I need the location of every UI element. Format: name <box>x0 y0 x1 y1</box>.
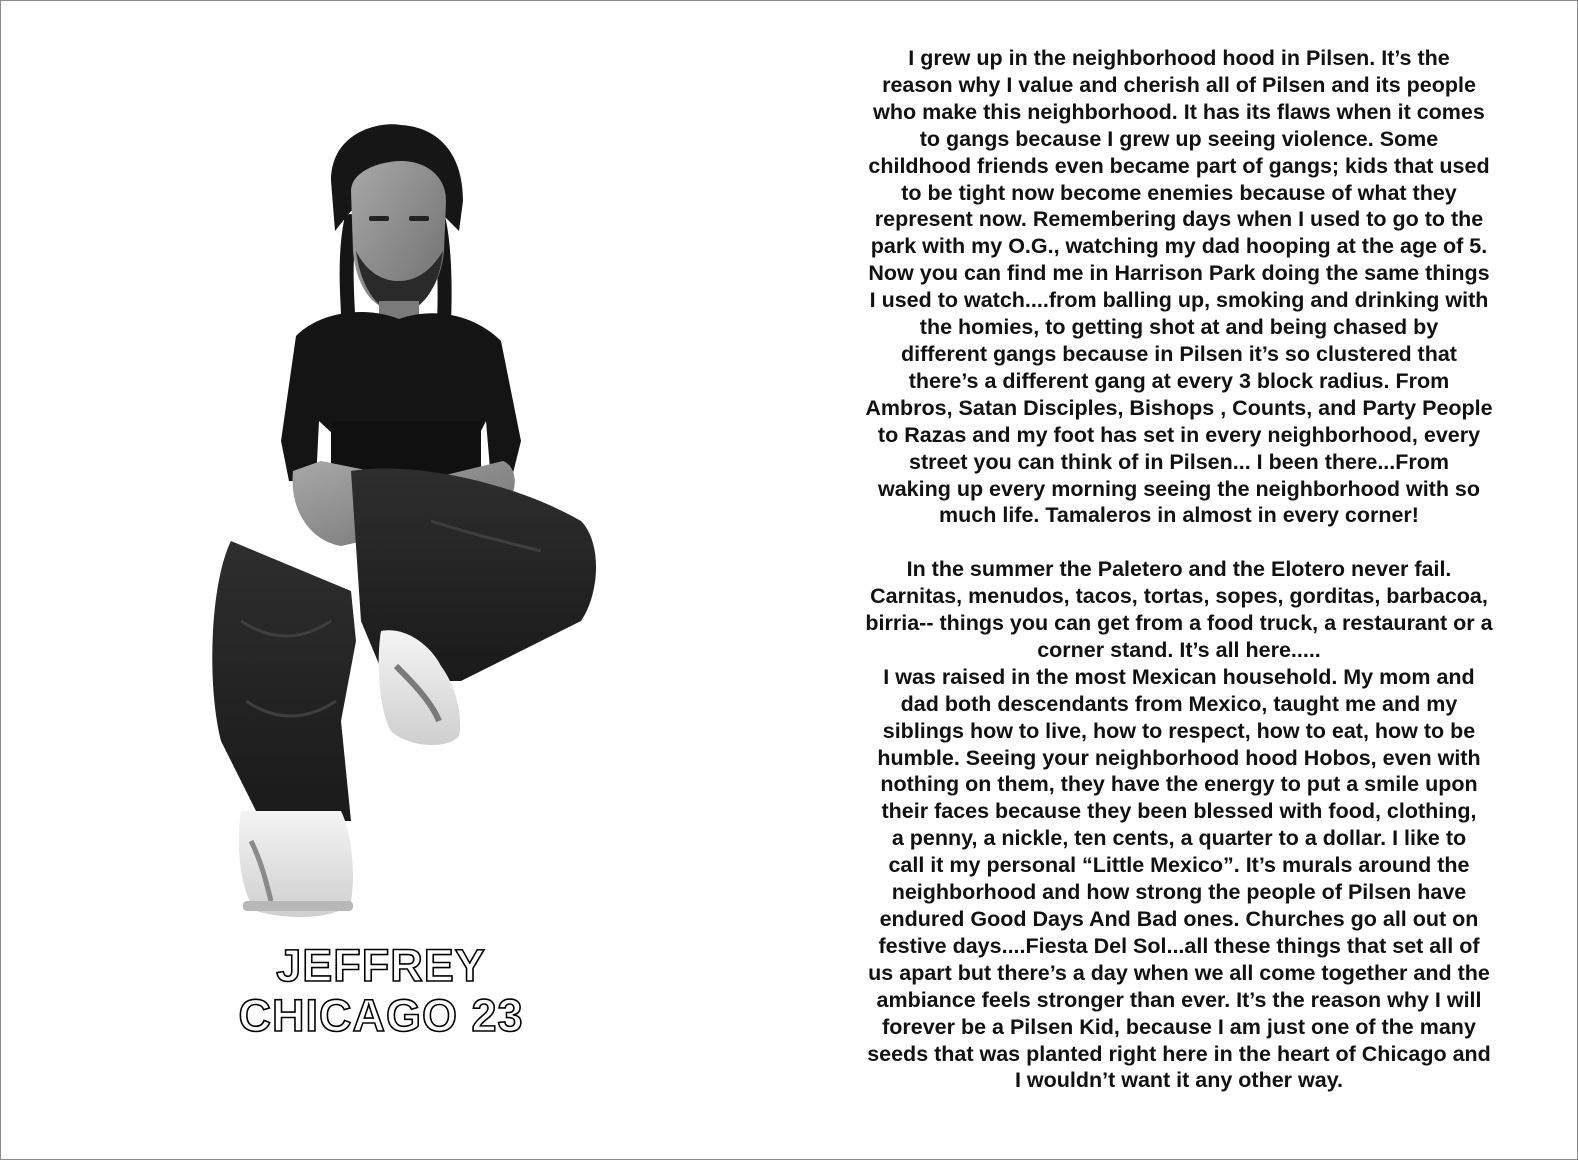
portrait-photo <box>201 121 611 921</box>
subject-location-age: CHICAGO 23 <box>238 990 524 1041</box>
story-paragraph-2: In the summer the Paletero and the Elotero never fail. Carnitas, menudos, tacos, tortas, sopes, gorditas, barbacoa, birria-- things you can get from a food truck, a restaurant or a corner stand. It’s all here..... I was raised in the most Mexican household. My mom and dad both descendants from Mexico, taught me and my siblings how to live, how to respect, how to eat, how to be humble. Seeing your neighborhood hood Hobos, even with nothing on them, they have the energy to put a smile upon their faces because they been blessed with food, clothing, a penny, a nickle, ten cents, a quarter to a dollar. I like to call it my personal “Little Mexico”. It’s murals around the neighborhood and how strong the people of Pilsen have endured Good Days And Bad ones. Churches go all out on festive days....Fiesta Del Sol...all these things that set all of us apart but there’s a day when we all come together and the ambiance feels stronger than ever. It’s the reason why I will forever be a Pilsen Kid, because I am just one of the many seeds that was planted right here in the heart of Chicago and I wouldn’t want it any other way. <box>865 557 1493 1093</box>
story-paragraph-1: I grew up in the neighborhood hood in Pilsen. It’s the reason why I value and cherish all of Pilsen and its people who make this neighborhood. It has its flaws when it comes to gangs because I grew up seeing violence. Some childhood friends even became part of gangs; kids that used to be tight now become enemies because of what they represent now. Remembering days when I used to go to the park with my O.G., watching my dad hooping at the age of 5. Now you can find me in Harrison Park doing the same things I used to watch....from balling up, smoking and drinking with the homies, to getting shot at and being chased by different gangs because in Pilsen it’s so clustered that there’s a different gang at every 3 block radius. From Ambros, Satan Disciples, Bishops , Counts, and Party People to Razas and my foot has set in every neighborhood, every street you can think of in Pilsen... I been there...From waking up every morning seeing the neighborhood with so much life. Tamaleros in almost in every corner! <box>865 46 1493 528</box>
story-text <box>823 45 1535 1094</box>
subject-name: JEFFREY <box>276 940 486 991</box>
paragraph-spacer <box>823 529 1535 556</box>
name-caption <box>181 941 581 1041</box>
